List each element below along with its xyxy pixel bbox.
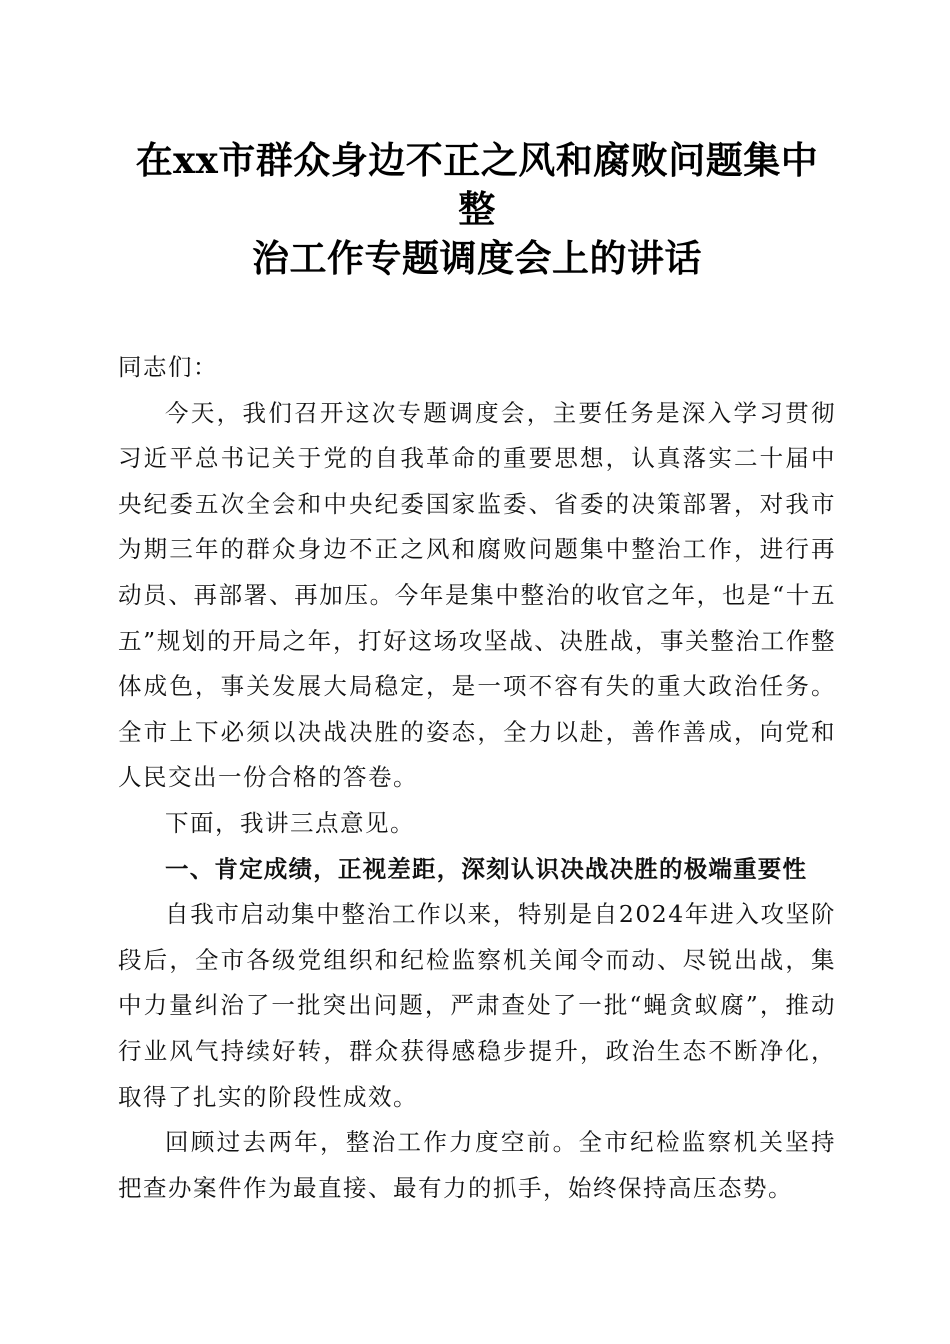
paragraph-review: 回顾过去两年，整治工作力度空前。全市纪检监察机关坚持把查办案件作为最直接、最有力的抓手，始终保持高压态势。 xyxy=(118,1128,836,1202)
document-body xyxy=(118,345,836,1211)
paragraph-outline: 下面，我讲三点意见。 xyxy=(165,808,415,837)
section-heading-1: 一、肯定成绩，正视差距，深刻认识决战决胜的极端重要性 xyxy=(165,854,808,883)
salutation: 同志们： xyxy=(118,353,218,381)
document-page xyxy=(118,136,836,1211)
paragraph-intro: 今天，我们召开这次专题调度会，主要任务是深入学习贯彻习近平总书记关于党的自我革命的重要思想，认真落实二十届中央纪委五次全会和中央纪委国家监委、省委的决策部署，对我市为期三年的群众身边不正之风和腐败问题集中整治工作，进行再动员、再部署、再加压。今年是集中整治的收官之年，也是“十五五”规划的开局之年，打好这场攻坚战、决胜战，事关整治工作整体成色，事关发展大局稳定，是一项不容有失的重大政治任务。全市上下必须以决战决胜的姿态，全力以赴，善作善成，向党和人民交出一份合格的答卷。 xyxy=(118,398,836,792)
title-line-2: 治工作专题调度会上的讲话 xyxy=(252,236,702,280)
title-line-1: 在xx市群众身边不正之风和腐败问题集中整 xyxy=(135,138,819,231)
document-title xyxy=(118,136,836,283)
paragraph-achievements: 自我市启动集中整治工作以来，特别是自2024年进入攻坚阶段后，全市各级党组织和纪检监察机关闻令而动、尽锐出战，集中力量纠治了一批突出问题，严肃查处了一批“蝇贪蚁腐”，推动行业风气持续好转，群众获得感稳步提升，政治生态不断净化，取得了扎实的阶段性成效。 xyxy=(118,900,836,1111)
